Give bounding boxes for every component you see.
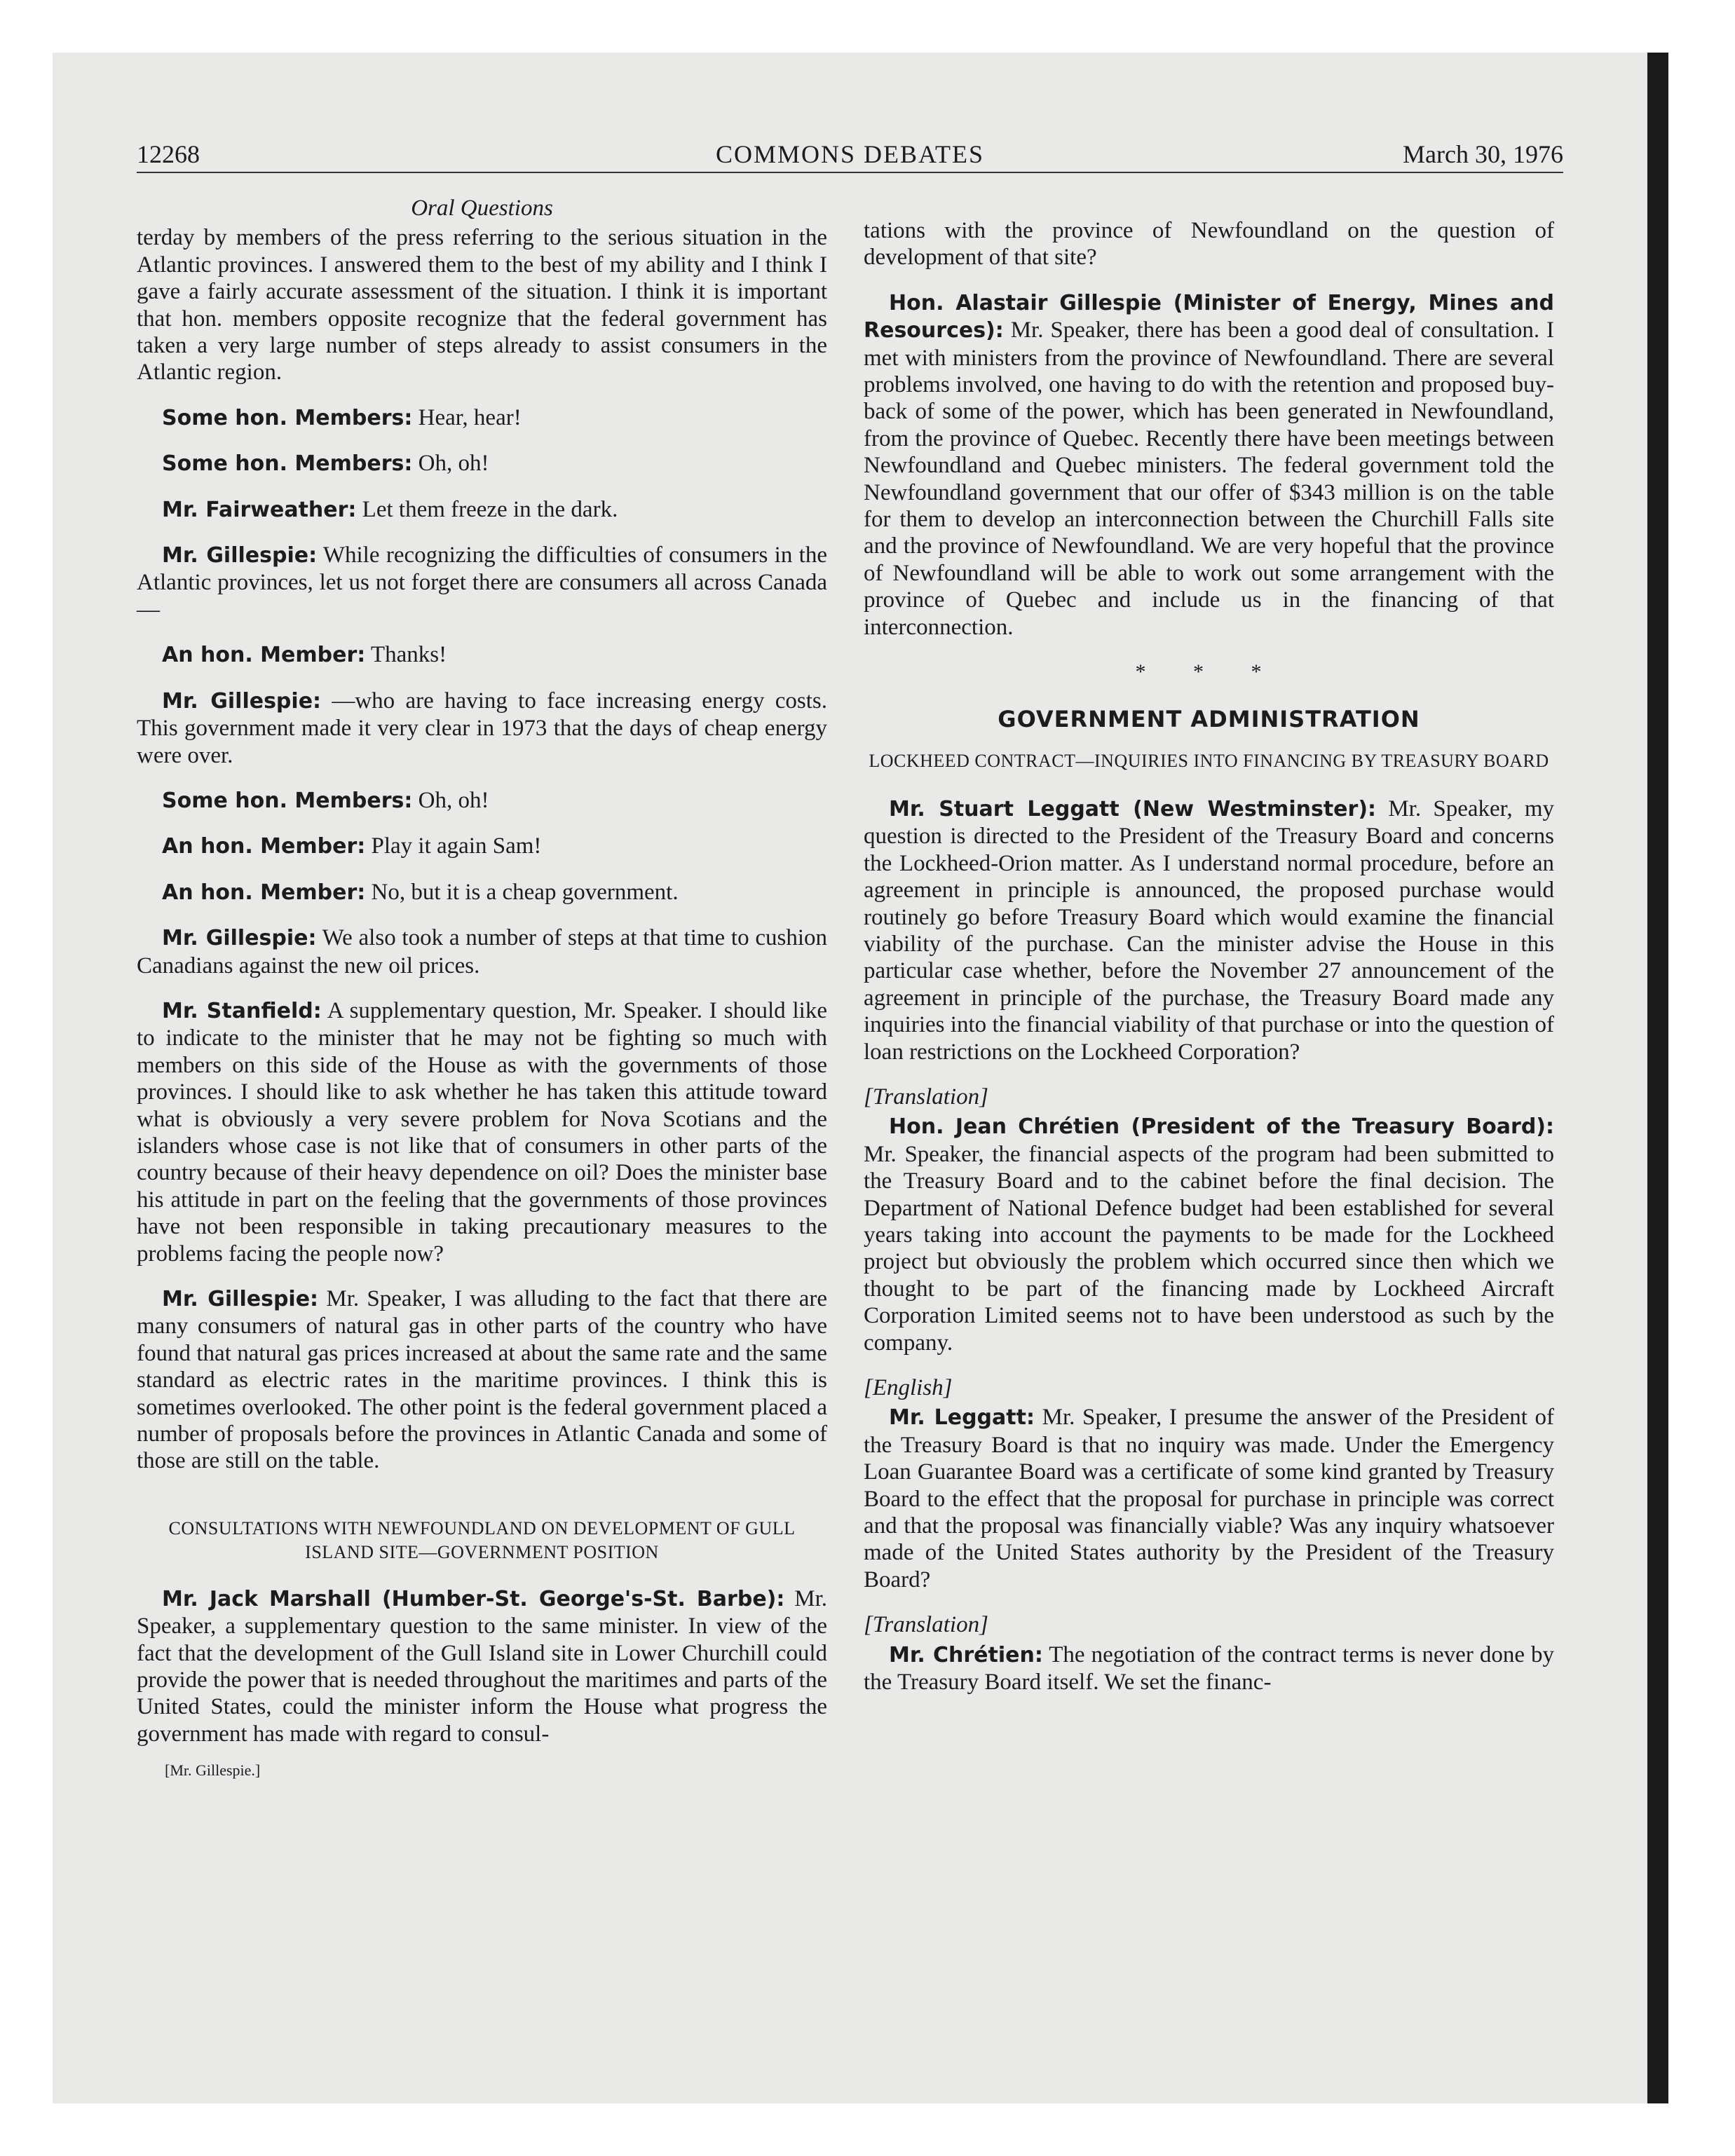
speech [137,450,827,477]
speech [137,833,827,860]
speech-text: Mr. Speaker, there has been a good deal of consultation. I met with ministers from the province of Newfoundland. There are several problems involved, one having to do with the retention and proposed buy-back of some of the power, which has been generated in Newfoundland, from the province of Quebec. Recently there have been meetings between Newfoundland and Quebec ministers. The federal government told the Newfoundland government that our offer of $343 million is on the table for them to develop an interconnection between the Churchill Falls site and the province of Newfoundland. We are very hopeful that the province of Newfoundland will be able to work out some arrangement with the province of Quebec and include us in the financing of that interconnection. [864,318,1555,640]
language-marker: [English] [864,1375,953,1401]
speaker-name: Mr. Gillespie: [162,543,318,568]
page-header [137,137,1563,173]
paragraph: terday by members of the press referring to the serious situation in the Atlantic provinces. I answered them to the best of my ability and I think I gave a fairly accurate assessment of the situation. I think it is important that hon. members opposite recognize that the federal government has taken a very large number of steps already to assist consumers in the Atlantic region. [137,225,827,386]
footnote: [Mr. Gillespie.] [165,1761,261,1780]
left-column [137,195,827,1785]
speech-text: Hear, hear! [418,404,522,430]
speech-text: Mr. Speaker, I was alluding to the fact that there are many consumers of natural gas in other parts of the country who have found that natural gas prices increased at about the same rate and the same standard as electric rates in the maritime provinces. I think this is sometimes overlooked. The other point is the federal government placed a number of proposals before the provinces in Atlantic Canada and some of those are still on the table. [137,1286,827,1474]
speaker-name: An hon. Member: [162,834,366,859]
speech-text: Oh, oh! [418,787,489,813]
speech [137,641,827,669]
speech [864,1404,1554,1593]
speech [137,879,827,906]
speaker-name: Mr. Fairweather: [162,497,357,522]
speaker-name: Mr. Stanfield: [162,998,322,1023]
speech-text: Thanks! [370,642,447,668]
speaker-name: Mr. Leggatt: [889,1405,1035,1431]
subsection-heading: LOCKHEED CONTRACT—INQUIRIES INTO FINANCING BY TREASURY BOARD [869,750,1549,771]
scan-edge [1647,53,1668,2103]
speech-text: Let them freeze in the dark. [362,496,618,522]
publication-date: March 30, 1976 [1403,140,1563,168]
speaker-name: An hon. Member: [162,643,366,668]
speech [137,997,827,1267]
speech [137,787,827,814]
speech [137,542,827,623]
speech [864,1642,1554,1696]
speaker-name: Some hon. Members: [162,451,413,477]
speech-text: The negotiation of the contract terms is never done by the Treasury Board itself. We set the financ- [864,1642,1554,1696]
speech [864,1113,1554,1356]
speech-text: Play it again Sam! [371,833,542,859]
speaker-name: Hon. Alastair Gillespie (Minister of Energy, Mines and Resources): [864,290,1554,343]
speaker-name: Hon. Jean Chrétien (President of the Treasury Board): [889,1114,1554,1140]
speaker-name: Mr. Gillespie: [162,1287,319,1311]
speaker-name: Mr. Stuart Leggatt (New Westminster): [889,796,1377,821]
speech-text: Mr. Speaker, a supplementary question to the same minister. In view of the fact that the development of the Gull Island site in Lower Churchill could provide the power that is needed throughout the maritimes and parts of the United States, could the minister inform the House what progress the government has made with regard to consul- [137,1585,827,1747]
running-head: Oral Questions [411,196,553,221]
speaker-name: Mr. Chrétien: [889,1642,1043,1667]
section-heading: GOVERNMENT ADMINISTRATION [998,705,1420,732]
speech-text: Oh, oh! [418,451,489,477]
speech [137,925,827,979]
speech-text: While recognizing the difficulties of consumers in the Atlantic provinces, let us not forget there are consumers all across Canada— [137,543,827,622]
publication-title: COMMONS DEBATES [715,140,985,168]
speech [137,404,827,432]
speech [864,289,1554,641]
right-column [864,217,1554,1714]
speaker-name: Some hon. Members: [162,788,413,813]
page-number: 12268 [137,140,200,168]
speech-text: We also took a number of steps at that time to cushion Canadians against the new oil prices. [137,925,827,978]
separator: * * * [1135,660,1283,684]
subsection-heading: CONSULTATIONS WITH NEWFOUNDLAND ON DEVELOPMENT OF GULL ISLAND SITE—GOVERNMENT POSITION [168,1517,796,1562]
speech [137,1285,827,1475]
language-marker: [Translation] [864,1084,988,1110]
speaker-name: An hon. Member: [162,880,366,905]
speaker-name: Mr. Gillespie: [162,688,322,714]
speaker-name: Mr. Jack Marshall (Humber-St. George's-St. Barbe): [162,1586,785,1611]
speech-text: No, but it is a cheap government. [371,879,679,905]
speech [137,496,827,524]
speech-text: A supplementary question, Mr. Speaker. I should like to indicate to the minister that he may not be fighting so much with members on this side of the House as with the governments of those provinces. I should like to ask whether he has taken this attitude toward what is obviously a very severe problem for Nova Scotians and the islanders whose case is not like that of consumers in other parts of the country because of their heavy dependence on oil? Does the minister base his attitude in part on the feeling that the governments of those provinces have not been responsible in taking precautionary measures to the problems facing the people now? [137,997,827,1267]
speech-text: Mr. Speaker, the financial aspects of the program had been submitted to the Treasury Board and to the cabinet before the final decision. The Department of National Defence budget had been established for several years taking into account the payments to be made for the Lockheed project but obviously the problem which occurred since then which we thought to be part of the financing made by Lockheed Aircraft Corporation Limited seems not to have been understood as such by the company. [864,1141,1554,1356]
language-marker: [Translation] [864,1612,988,1638]
speech [137,1585,827,1747]
speech-text: —who are having to face increasing energy costs. This government made it very clear in 1973 that the days of cheap energy were over. [137,688,827,768]
speech-text: Mr. Speaker, I presume the answer of the President of the Treasury Board is that no inquiry was made. Under the Emergency Loan Guarantee Board was a certificate of some kind granted by Treasury Board to the effect that the proposal for purchase in principle was correct and that the proposal was financially viable? Was any inquiry whatsoever made of the United States authority by the President of the Treasury Board? [864,1405,1555,1592]
speech-text: Mr. Speaker, my question is directed to the President of the Treasury Board and concerns the Lockheed-Orion matter. As I understand normal procedure, before an agreement in principle is announced, the proposed purchase would routinely go before Treasury Board which would examine the financial viability of the purchase. Can the minister advise the House in this particular case whether, before the November 27 announcement of the agreement in principle of the purchase, the Treasury Board made any inquiries into the financial viability of that purchase or into the question of loan restrictions on the Lockheed Corporation? [864,796,1555,1065]
speech [864,796,1554,1065]
speaker-name: Some hon. Members: [162,405,413,430]
speech [137,688,827,769]
paragraph: tations with the province of Newfoundland on the question of development of that site? [864,218,1554,271]
speaker-name: Mr. Gillespie: [162,926,317,951]
